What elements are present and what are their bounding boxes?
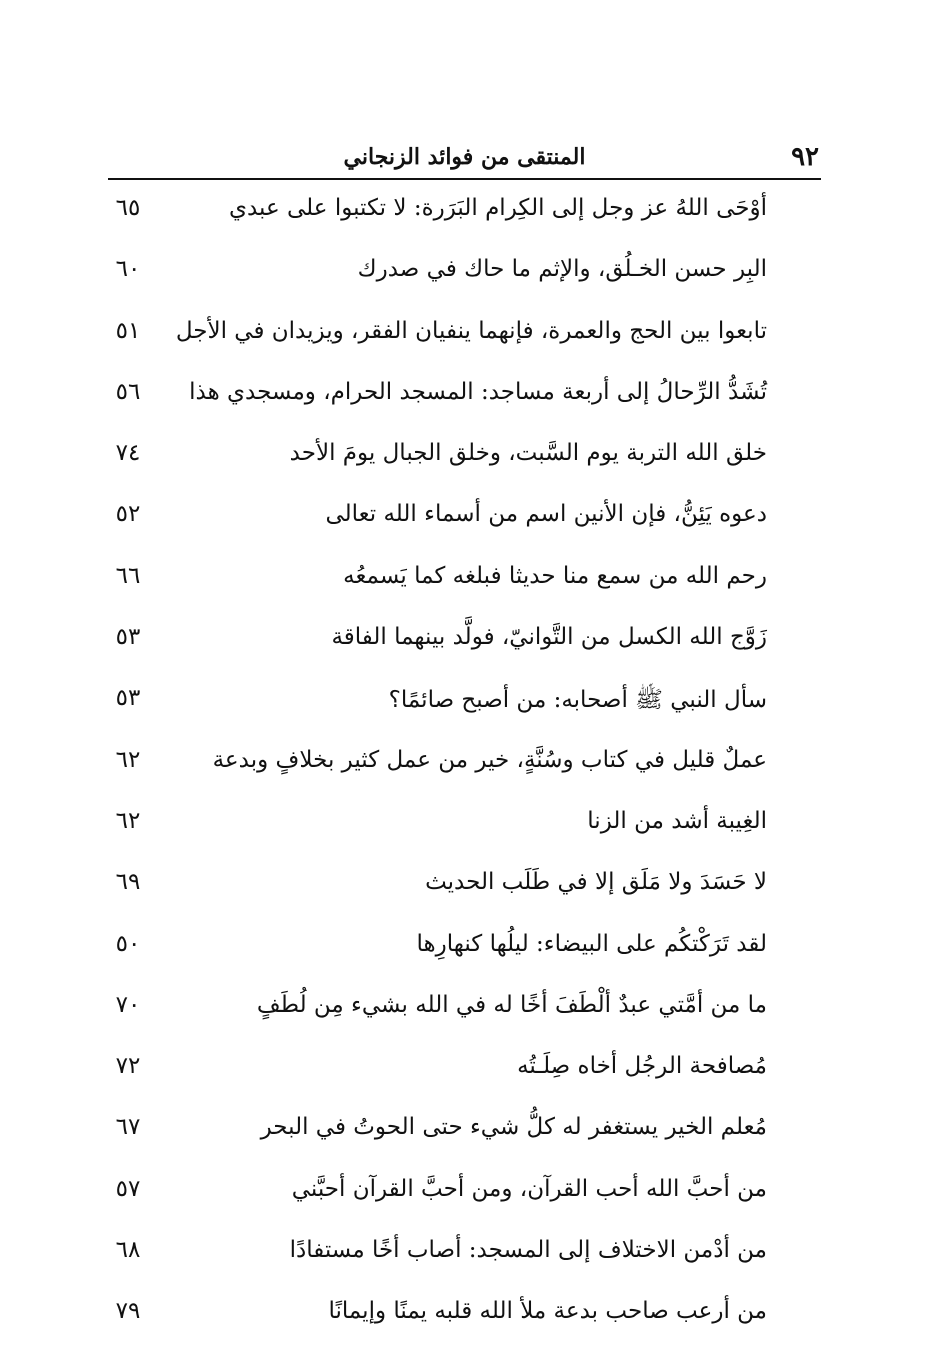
entry-page-number: ٦٦: [115, 562, 141, 589]
index-entry: [108, 183, 821, 244]
index-entry: [108, 673, 821, 734]
entry-page-number: ٦٧: [115, 1114, 141, 1141]
entry-text: دعوه يَئِنُّ، فإن الأنين اسم من أسماء الله تعالى: [325, 501, 767, 528]
entry-text: ما من أمَّتي عبدٌ ألْطَفَ أخًا له في الله بشيء مِن لُطَفٍ: [256, 991, 767, 1018]
index-entry: [108, 1286, 821, 1347]
index-entry: [108, 489, 821, 550]
entry-page-number: ٧٠: [115, 991, 141, 1018]
index-entry: [108, 919, 821, 980]
entry-text: الغِيبة أشد من الزنا: [587, 807, 767, 834]
entry-text: رحم الله من سمع منا حديثا فبلغه كما يَسمعُه: [343, 562, 767, 589]
index-entry: [108, 244, 821, 305]
entry-text: لا حَسَدَ ولا مَلَق إلا في طَلَب الحديث: [425, 869, 767, 896]
entry-text: من أحبَّ الله أحب القرآن، ومن أحبَّ القرآن أحبَّني: [291, 1175, 767, 1202]
index-entry: [108, 857, 821, 918]
entry-page-number: ٦٢: [115, 807, 141, 834]
entry-text: خلق الله التربة يوم السَّبت، وخلق الجبال يومَ الأحد: [289, 440, 767, 467]
entry-text: البِر حسن الخـلُق، والإثم ما حاك في صدرك: [357, 256, 767, 283]
entry-text: عملٌ قليل في كتاب وسُنَّةٍ، خير من عمل كثير بخلافٍ وبدعة: [212, 746, 767, 773]
entry-page-number: ٦٨: [115, 1237, 141, 1264]
entry-page-number: ٥٣: [115, 624, 141, 651]
index-entry: [108, 1041, 821, 1102]
index-entry: [108, 612, 821, 673]
page-header: [108, 138, 821, 180]
index-entry: [108, 796, 821, 857]
entry-text: لقد تَرَكْتكُم على البيضاء: ليلُها كنهارِها: [416, 930, 767, 957]
entry-text: سأل النبي ﷺ أصحابه: من أصبح صائمًا؟: [388, 687, 767, 714]
entry-text: مُعلم الخير يستغفر له كلُّ شيء حتى الحوتُ في البحر: [260, 1114, 767, 1141]
index-entry: [108, 551, 821, 612]
entry-text: تابعوا بين الحج والعمرة، فإنهما ينفيان الفقر، ويزيدان في الأجل: [175, 317, 767, 344]
page-number: ٩٢: [791, 142, 819, 172]
entry-page-number: ٥٣: [115, 685, 141, 712]
entry-page-number: ٦٠: [115, 256, 141, 283]
entry-text: من أدْمن الاختلاف إلى المسجد: أصاب أخًا مستفادًا: [289, 1237, 767, 1264]
index-entry: [108, 1164, 821, 1225]
index-entry: [108, 735, 821, 796]
entry-page-number: ٦٥: [115, 195, 141, 221]
entry-text: من أرعب صاحب بدعة ملأ الله قلبه يمنًا وإيمانًا: [328, 1298, 767, 1325]
index-entry: [108, 980, 821, 1041]
book-title: المنتقى من فوائد الزنجاني: [343, 144, 586, 170]
entry-page-number: ٥٧: [115, 1175, 141, 1202]
entry-text: تُشَدُّ الرِّحالُ إلى أربعة مساجد: المسجد الحرام، ومسجدي هذا: [189, 378, 767, 405]
entry-text: مُصافحة الرجُل أخاه صِلَـتُه: [517, 1053, 767, 1080]
entry-page-number: ٧٤: [115, 440, 141, 467]
index-entry: [108, 1102, 821, 1163]
entry-page-number: ٦٢: [115, 746, 141, 773]
entry-page-number: ٥٠: [115, 930, 141, 957]
index-entry: [108, 1225, 821, 1286]
entry-page-number: ٧٢: [115, 1053, 141, 1080]
entry-page-number: ٥٦: [115, 378, 141, 405]
index-entry: [108, 428, 821, 489]
entry-text: أوْحَى اللهُ عز وجل إلى الكِرام البَرَرة: لا تكتبوا على عبدي: [228, 195, 767, 221]
entry-page-number: ٦٩: [115, 869, 141, 896]
entry-text: زَوَّج الله الكسل من التَّوانيّ، فولَّد بينهما الفاقة: [331, 624, 767, 651]
entry-page-number: ٥١: [115, 317, 141, 344]
index-entry: [108, 306, 821, 367]
index-entry: [108, 367, 821, 428]
hadith-index-list: [108, 183, 821, 1348]
entry-page-number: ٧٩: [115, 1298, 141, 1325]
entry-page-number: ٥٢: [115, 501, 141, 528]
